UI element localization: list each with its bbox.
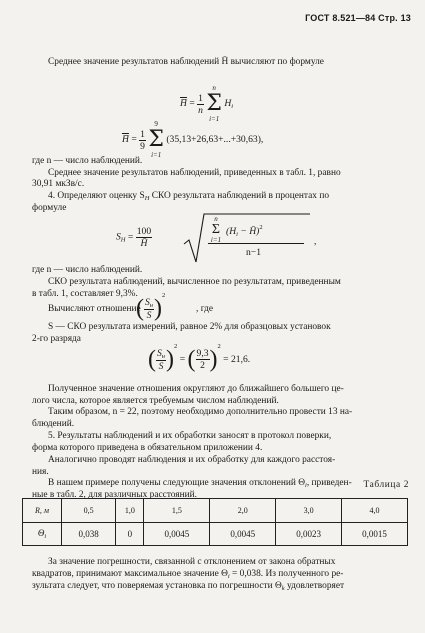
formula-ratio: ( $\frac{S_н}{S}$ )$^2$ <box>136 292 166 322</box>
table-cell: 0,0045 <box>210 523 276 546</box>
table-cell: 0,5 <box>62 499 116 523</box>
formula-ratio-result: ( $\frac{S_н}{S}$ )$^2$ = ( $\frac{9,3}{2}$ )$^2$ = 21,6. <box>148 343 251 373</box>
table-deviations <box>22 498 408 546</box>
table-cell: 1,0 <box>116 499 144 523</box>
line-example-2: ные в табл. 2, для различных расстояний. <box>32 490 198 500</box>
line-category: 2-го разряда <box>32 334 81 344</box>
table-row <box>23 499 408 523</box>
line-rounding-1: Полученное значение отношения округляют до ближайшего большего це- <box>48 384 344 394</box>
formula-sko: $S_H$ = $\frac{100}{H̄}$ <box>116 226 152 249</box>
line-thus-2: блюдений. <box>32 419 75 429</box>
line-compute-ratio: Вычисляют отношение <box>48 304 141 314</box>
line-where: , где <box>196 304 213 314</box>
line-sko-result: СКО результата наблюдений, вычисленное по результатам, приведенным <box>48 277 341 287</box>
line-where-n-2: где n — число наблюдений. <box>32 265 143 275</box>
radical-fraction-bar <box>208 243 304 244</box>
table-cell: 0,038 <box>62 523 116 546</box>
line-conclusion-3: зультата следует, что поверяемая установка по погрешности $\Theta_k$ удовлетворяет <box>32 581 345 592</box>
line-step5-2: форма которого приведена в обязательном приложении 4. <box>32 443 263 453</box>
table-cell: 3,0 <box>276 499 342 523</box>
table-header-theta: $\Theta_i$ <box>23 523 62 546</box>
line-thus-1: Таким образом, n = 22, поэтому необходимо дополнительно провести 13 на- <box>48 407 353 417</box>
table-cell: 0,0023 <box>276 523 342 546</box>
line-conclusion-1: За значение погрешности, связанной с отклонением от закона обратных <box>48 557 336 567</box>
paragraph-mean-intro: Среднее значение результатов наблюдений H̄ вычисляют по формуле <box>48 57 324 67</box>
line-mean-value-result: 30,91 мкЗв/с. <box>32 179 85 189</box>
page-header: ГОСТ 8.521—84 Стр. 13 <box>305 13 411 23</box>
table-header-r: R, м <box>23 499 62 523</box>
radical-denominator: n−1 <box>246 247 262 258</box>
table-row <box>23 523 408 546</box>
line-rounding-2: лого числа, которое является требуемым числом наблюдений. <box>32 396 279 406</box>
line-similarly-1: Аналогично проводят наблюдения и их обработку для каждого расстоя- <box>48 455 336 465</box>
table-cell: 0,0045 <box>144 523 210 546</box>
line-step5-1: 5. Результаты наблюдений и их обработки заносят в протокол поверки, <box>48 431 332 441</box>
line-s-definition: S — СКО результата измерений, равное 2% для образцовых установок <box>48 322 331 332</box>
table-cell: 0 <box>116 523 144 546</box>
line-similarly-2: ния. <box>32 467 49 477</box>
table-cell: 0,0015 <box>342 523 408 546</box>
line-conclusion-2: квадратов, принимают максимальное значение $\Theta_i = 0,038$. Из полученного ре- <box>32 569 344 580</box>
line-step4: 4. Определяют оценку $S_H$ СКО результата наблюдений в процентах по <box>48 191 330 202</box>
line-where-n: где n — число наблюдений. <box>32 156 143 166</box>
table-cell: 1,5 <box>144 499 210 523</box>
line-example-1: В нашем примере получены следующие значения отклонений $\Theta_i$, приведен- <box>48 478 352 489</box>
line-formula-word: формуле <box>32 203 67 213</box>
table-cell: 2,0 <box>210 499 276 523</box>
table-cell: 4,0 <box>342 499 408 523</box>
table-caption: Таблица 2 <box>363 480 409 490</box>
formula-mean-numeric: H̄ = $\frac{1}{9}$ 9 Σ i=1 (35,13+26,63+...+30,63), <box>122 120 264 159</box>
line-mean-value: Среднее значение результатов наблюдений, приведенных в табл. 1, равно <box>48 168 341 178</box>
line-sko-value: в табл. 1, составляет 9,3%. <box>32 289 138 299</box>
formula-sko-comma: , <box>314 236 317 247</box>
radical-sum: n Σ i=1 <box>210 215 222 244</box>
radical-numerator: ($H_i$ − H̄)$^2$ <box>226 224 263 238</box>
formula-mean-general: H̄ = $\frac{1}{n}$ n Σ i=1 $H_i$ <box>180 84 234 123</box>
